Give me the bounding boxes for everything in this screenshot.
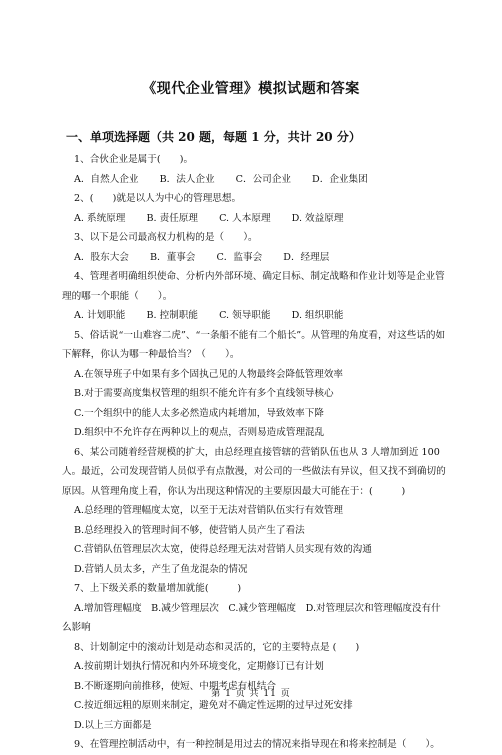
option: D.营销人员太多，产生了鱼龙混杂的情况 <box>74 563 248 575</box>
option: B. 责任原理 <box>146 212 198 224</box>
option-row <box>62 306 448 326</box>
question-stem: 7、上下级关系的数量增加就能( ) <box>74 583 242 594</box>
option: A.在领导班子中如果有多个固执己见的人物最终会降低管理效率 <box>74 368 344 380</box>
option: C．监事会 <box>216 251 263 263</box>
question-stem: 6、某公司随着经营规模的扩大，由总经理直接管辖的营销队伍也从 3 人增加到近 100 人。最近，公司发现营销人员似乎有点散漫，对公司的一些做法有异议，但又找不到确切的原因。从管理角度上看，你认为出现这种情况的主要原因最大可能在于：( ) <box>62 446 446 497</box>
option: B. 控制职能 <box>146 310 198 321</box>
option-row <box>62 209 448 229</box>
question-stem: 8、计划制定中的滚动计划是动态和灵活的，它的主要特点是 ( ) <box>74 641 360 653</box>
option: A．自然人企业 <box>74 173 139 185</box>
question-stem: 1、合伙企业是属于( )。 <box>74 154 194 165</box>
option: A.增加管理幅度 B.减少管理层次 C.减少管理幅度 D.对管理层次和管理幅度没有什么影响 <box>62 602 441 633</box>
option: B．董事会 <box>149 251 196 263</box>
option: D．经理层 <box>283 251 330 263</box>
option: C. 领导职能 <box>219 310 271 321</box>
option: B.总经理投入的管理时间不够，使营销人员产生了看法 <box>74 524 305 536</box>
question-list <box>62 150 448 755</box>
option-row <box>62 170 448 190</box>
section-heading: 一、单项选择题（共 20 题，每题 1 分，共计 20 分） <box>66 130 361 144</box>
option: B.对于需要高度集权管理的组织不能允许有多个直线领导核心 <box>74 388 334 399</box>
option: A.按前期计划执行情况和内外环境变化，定期修订已有计划 <box>74 661 324 672</box>
option: D.组织中不允许存在两种以上的观点，否则易造成管理混乱 <box>74 427 325 438</box>
option: C.按近细远粗的原则来制定，避免对不确定性远期的过早过死安排 <box>74 700 353 711</box>
option: A. 系统原理 <box>74 212 126 224</box>
option: C. 人本原理 <box>219 212 271 224</box>
option: D．企业集团 <box>312 173 368 185</box>
option: C.一个组织中的能人太多必然造成内耗增加，导致效率下降 <box>74 407 324 419</box>
option: B．法人企业 <box>159 173 215 185</box>
option: D.以上三方面都是 <box>74 719 152 731</box>
question-stem: 5、俗话说“一山难容二虎”、“一条船不能有二个船长”。从管理的角度看，对这些话的如下解释，你认为哪一种最恰当？（ ）。 <box>62 329 446 360</box>
option: D. 组织职能 <box>291 310 344 321</box>
option: C.营销队伍管理层次太宽，使得总经理无法对营销人员实现有效的沟通 <box>74 544 372 555</box>
question-stem: 4、管理者明确组织使命、分析内外部环境、确定目标、制定战略和作业计划等是企业管理的哪一个职能（ ）。 <box>62 271 445 302</box>
question-stem: 9、在管理控制活动中，有一种控制是用过去的情况来指导现在和将来控制是（ ）。 <box>74 739 440 750</box>
option: A．股东大会 <box>74 251 129 263</box>
page-footer: 第 1 页 共 11 页 <box>211 689 291 699</box>
option: A.总经理的管理幅度太宽，以至于无法对营销队伍实行有效管理 <box>74 505 344 516</box>
page-title: 《现代企业管理》模拟试题和答案 <box>142 81 360 97</box>
option-row <box>62 248 448 268</box>
option: B.不断逐期向前推移，使短、中期考虑有机结合 <box>74 680 276 692</box>
option: A. 计划职能 <box>74 310 126 321</box>
question-stem: 2、( )就是以人为中心的管理思想。 <box>74 193 242 204</box>
option: C．公司企业 <box>235 173 291 185</box>
option: D. 效益原理 <box>291 212 344 224</box>
question-stem: 3、以下是公司最高权力机构的是（ ）。 <box>74 232 258 243</box>
